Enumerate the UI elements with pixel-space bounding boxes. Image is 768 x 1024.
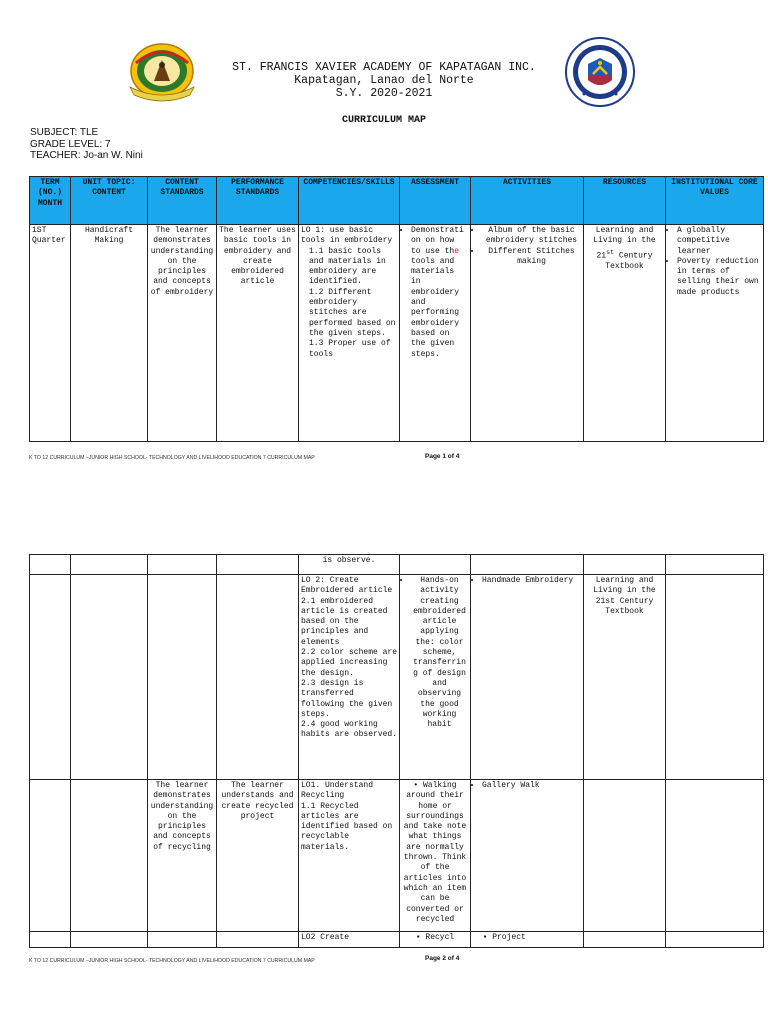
activity-item: • Different Stitches making [482,247,581,268]
last-activities-cell: ▪ Project [471,932,584,948]
resources-text: Learning and Living in the 21 [593,226,656,261]
col-header-competencies: COMPETENCIES/SKILLS [299,177,400,225]
col-header-core-values: INSTITUTIONAL CORE VALUES [666,177,764,225]
last-assessment-cell: ▪ Recycl [400,932,471,948]
lo2-resources-cell: Learning and Living in the 21st Century Textbook [584,575,666,780]
recycle-activity-item: • Gallery Walk [482,781,581,791]
col-header-unit: UNIT TOPIC: CONTENT [71,177,148,225]
page-number: Page 2 of 4 [425,955,460,962]
resources-superscript: st [606,247,615,256]
competency-list [301,247,397,360]
assessment-cell [400,225,471,442]
assessment-text-rest: tools and materials in embroidery and performing embroidery based on the given steps. [411,256,460,359]
col-header-content-standards: CONTENT STANDARDS [148,177,217,225]
lo2-activities-cell [471,575,584,780]
col-header-activities: ACTIVITIES [471,177,584,225]
recycle-content-standard-cell: The learner demonstrates understanding on the principles and concepts of recycling [148,780,217,932]
lo2-assessment-item: • Hands-on activity creating embroidered article applying the: color scheme, transferring of design and observing the good working habit [411,576,468,730]
school-year: S.Y. 2020-2021 [335,87,433,100]
content-standard-cell: The learner demonstrates understanding on the principles and concepts of embroidery [148,225,217,442]
curriculum-table-page1 [29,176,764,442]
document-meta [30,127,143,162]
recycle-assessment-text: Walking around their home or surroundings and take note what things are normally thrown. Think of the articles into which an item can be converted or recycled [403,781,467,924]
competency-item: 1.3 Proper use of tools [309,339,391,359]
competency-heading: LO 1: use basic tools in embroidery [301,226,393,246]
competencies-cell [299,225,400,442]
teacher-line: TEACHER: Jo-an W. Nini [30,150,143,161]
assessment-red-letter: e [454,246,460,256]
footer-text: K TO 12 CURRICULUM –JUNIOR HIGH SCHOOL- TECHNOLOGY AND LIVELIHOOD EDUCATION 7 CURRICULUM MAP [29,958,315,964]
school-name: ST. FRANCIS XAVIER ACADEMY OF KAPATAGAN INC. [232,61,536,74]
last-activity-text: Project [492,933,526,942]
col-header-resources: RESOURCES [584,177,666,225]
recycle-assessment-cell: • Walking around their home or surroundings and take note what things are normally thrown. Think of the articles into which an item can be converted or recycled [400,780,471,932]
recycle-performance-standard-cell: The learner understands and create recycled project [217,780,299,932]
performance-standard-cell: The learner uses basic tools in embroidery and create embroidered article [217,225,299,442]
school-location: Kapatagan, Lanao del Norte [294,74,474,87]
curriculum-table-page2 [29,554,764,948]
resources-text-rest: Century Textbook [605,251,653,271]
activities-cell [471,225,584,442]
core-value-item: • Poverty reduction in terms of selling their own made products [677,257,761,298]
resources-cell [584,225,666,442]
term-cell: 1ST Quarter [30,225,71,442]
continued-text-cell: is observe. [299,555,400,575]
school-header [0,61,768,100]
core-values-cell [666,225,764,442]
competency-item: 1.1 basic tools and materials in embroidery are identified. [309,246,386,287]
lo2-activity-item: • Handmade Embroidery [482,576,581,586]
col-header-performance-standards: PERFORMANCE STANDARDS [217,177,299,225]
last-competency-cell: LO2 Create [299,932,400,948]
last-assessment-text: Recycl [425,933,455,942]
lo2-assessment-cell [400,575,471,780]
recycle-competency-cell: LO1. Understand Recycling 1.1 Recycled articles are identified based on recyclable materials. [299,780,400,932]
subject-line: SUBJECT: TLE [30,127,99,138]
col-header-assessment: ASSESSMENT [400,177,471,225]
activity-item: • Album of the basic embroidery stitches [482,226,581,247]
col-header-term: TERM (NO.) MONTH [30,177,71,225]
assessment-text: Demonstration on how to use th [411,226,464,256]
document-title: CURRICULUM MAP [341,115,426,126]
grade-line: GRADE LEVEL: 7 [30,138,111,150]
competency-item: 1.2 Different embroidery stitches are performed based on the given steps. [309,287,396,338]
recycle-activities-cell [471,780,584,932]
unit-cell: Handicraft Making [71,225,148,442]
lo2-competency-cell: LO 2: Create Embroidered article 2.1 embroidered article is created based on the principles and elements 2.2 color scheme are applied increasing the design. 2.3 design is transferred following the given steps. 2.4 good working habits are observed. [299,575,400,780]
page-number: Page 1 of 4 [425,453,460,460]
core-value-item: • A globally competitive learner [677,226,761,257]
footer-text: K TO 12 CURRICULUM –JUNIOR HIGH SCHOOL- TECHNOLOGY AND LIVELIHOOD EDUCATION 7 CURRICULUM MAP [29,455,315,461]
